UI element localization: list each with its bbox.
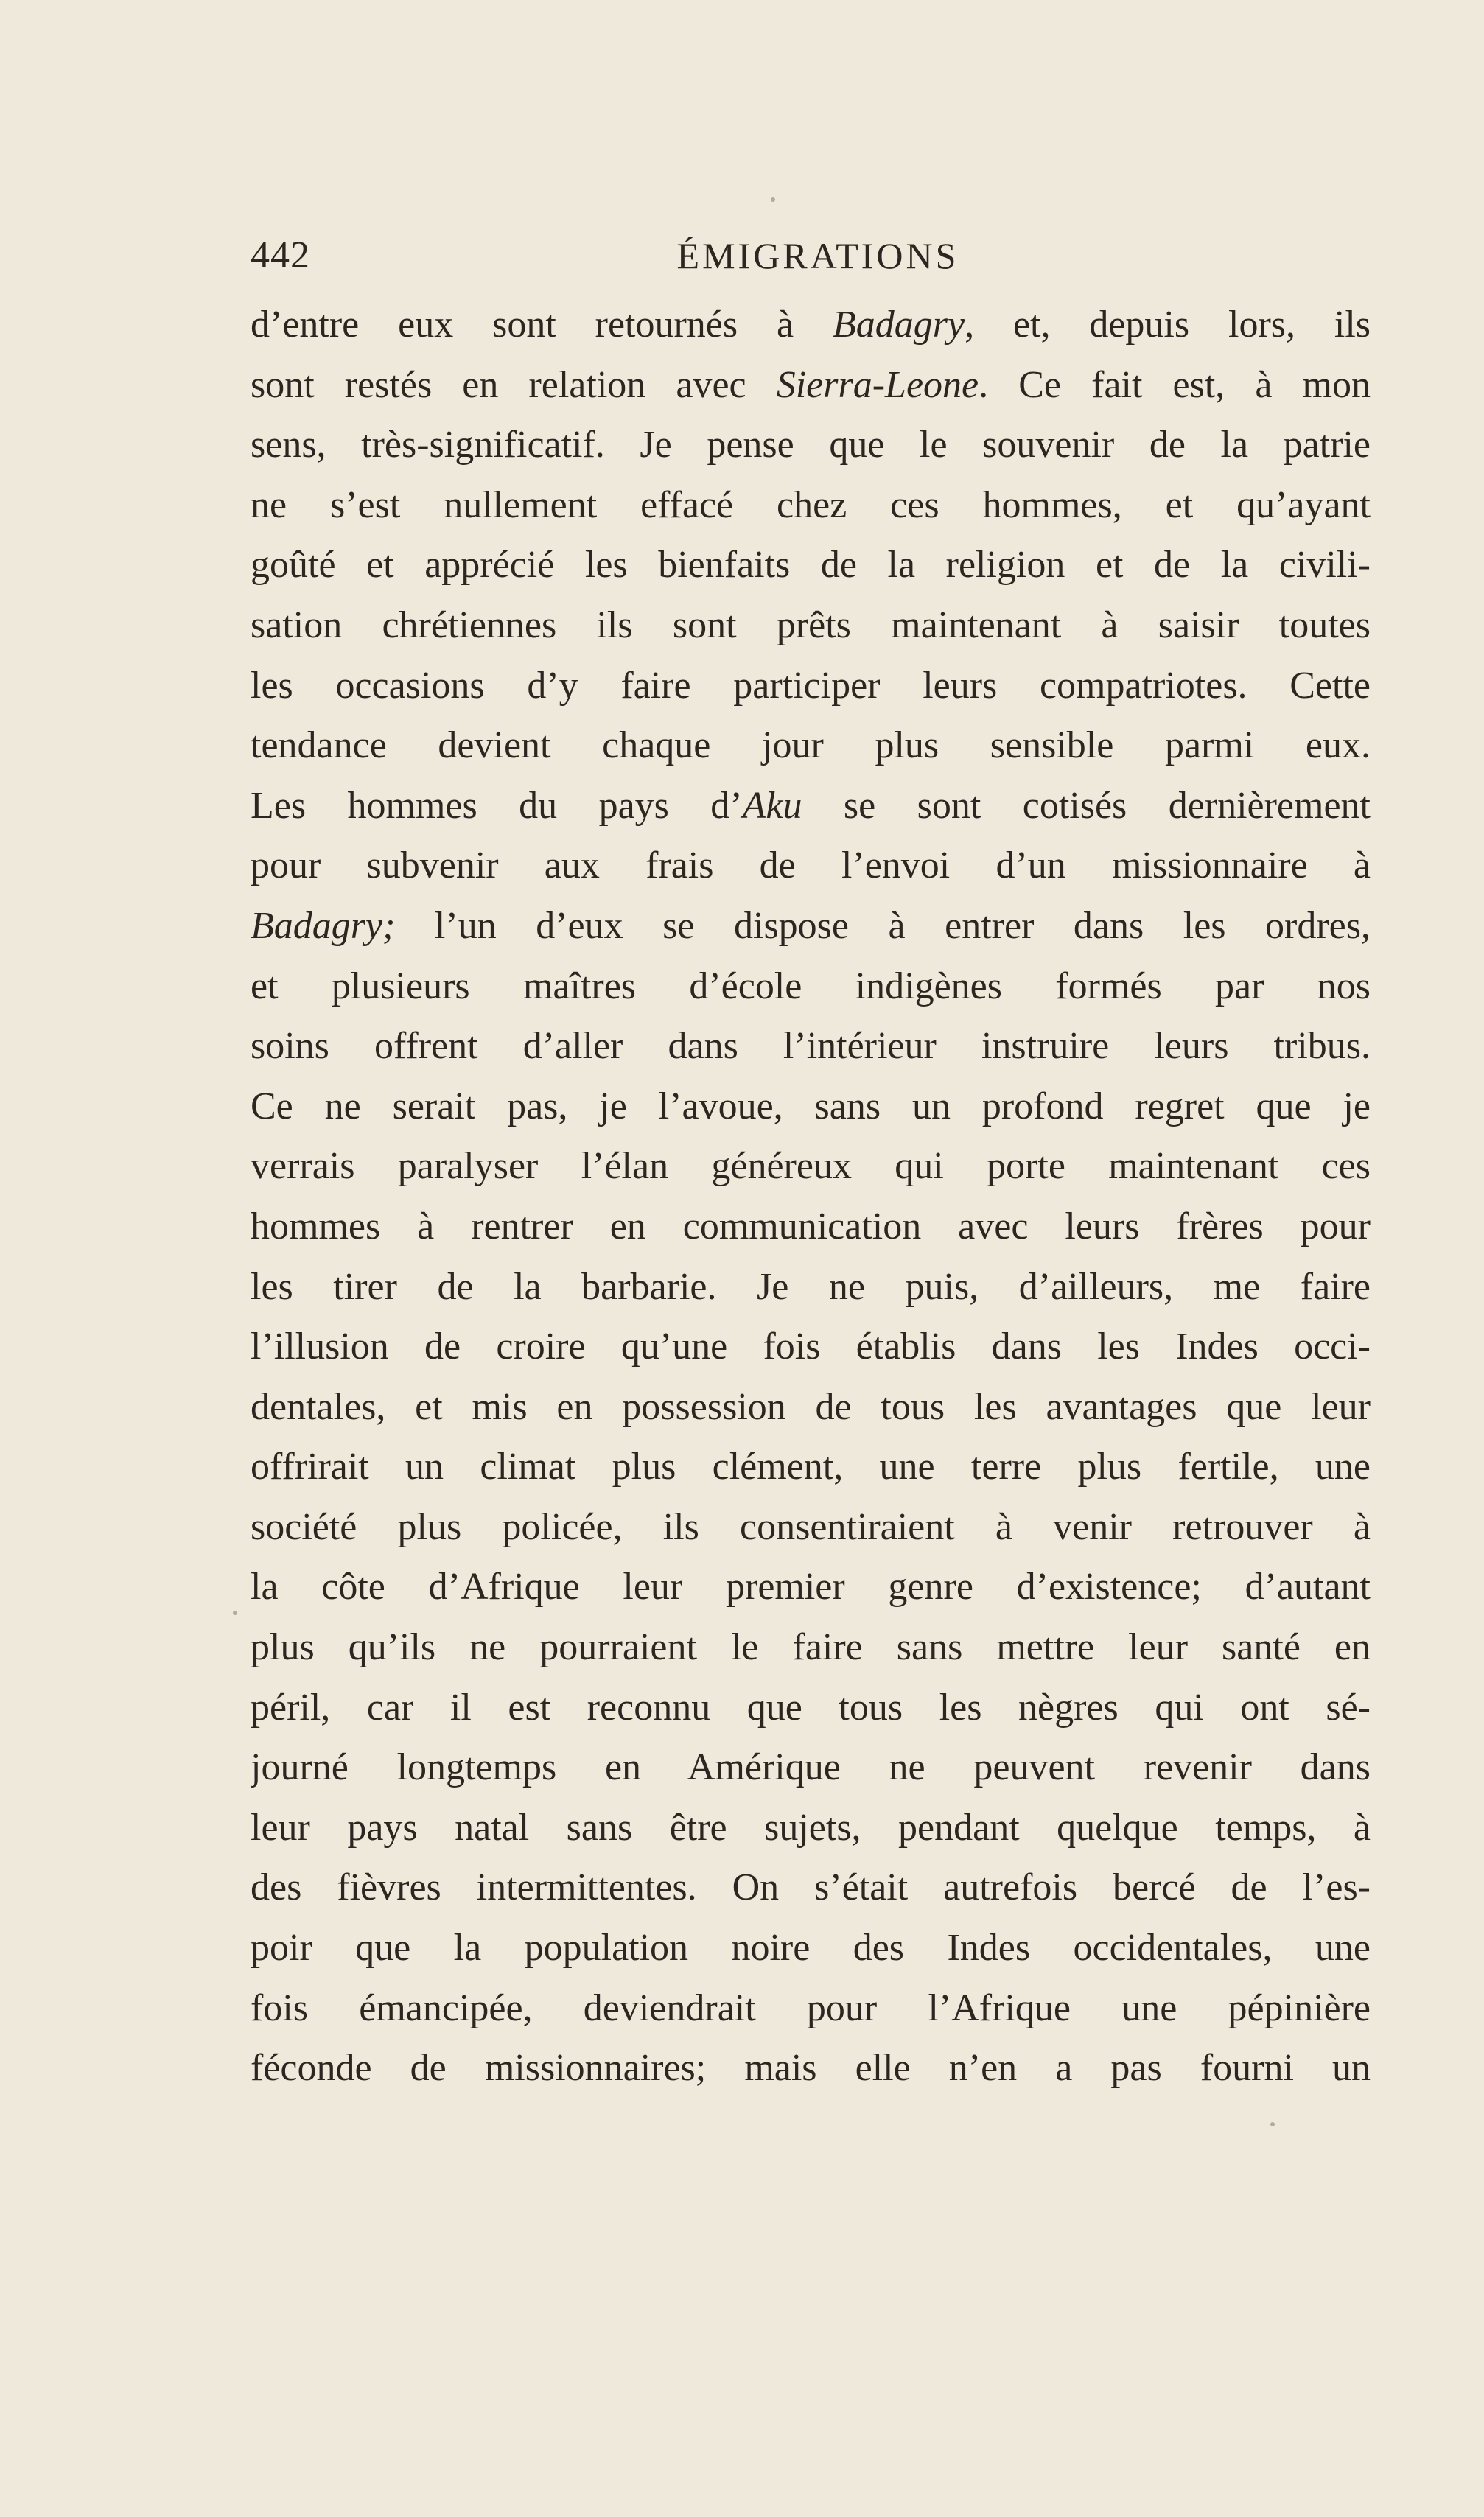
text-line bbox=[251, 1678, 1371, 1738]
text-run: l’illusion de croire qu’une fois établis dans les Indes occi- bbox=[251, 1326, 1371, 1368]
text-run: ne s’est nullement effacé chez ces hommes, et qu’ayant bbox=[251, 483, 1371, 526]
running-title: ÉMIGRATIONS bbox=[676, 235, 959, 276]
text-line bbox=[251, 1257, 1371, 1317]
text-run: des fièvres intermittentes. On s’était autrefois bercé de l’es- bbox=[251, 1866, 1371, 1909]
text-run: féconde de missionnaires; mais elle n’en a pas fourni un bbox=[251, 2047, 1371, 2090]
text-line bbox=[251, 1617, 1371, 1678]
text-line bbox=[251, 1136, 1371, 1197]
paper-speck bbox=[233, 1611, 237, 1615]
text-line bbox=[251, 1497, 1371, 1558]
text-line bbox=[251, 1557, 1371, 1617]
text-run: les tirer de la barbarie. Je ne puis, d’ailleurs, me faire bbox=[251, 1265, 1371, 1308]
page-number: 442 bbox=[251, 234, 310, 276]
text-run: soins offrent d’aller dans l’intérieur instruire leurs tribus. bbox=[251, 1025, 1371, 1068]
text-run: l’un d’eux se dispose à entrer dans les ordres, bbox=[395, 904, 1371, 947]
text-run: leur pays natal sans être sujets, pendant quelque temps, à bbox=[251, 1806, 1371, 1849]
text-run: se sont cotisés dernièrement bbox=[802, 784, 1371, 827]
text-line bbox=[251, 595, 1371, 656]
text-run: Ce ne serait pas, je l’avoue, sans un profond regret que je bbox=[251, 1085, 1371, 1127]
text-line bbox=[251, 1798, 1371, 1858]
text-run: plus qu’ils ne pourraient le faire sans mettre leur santé en bbox=[251, 1626, 1371, 1669]
text-run: Les hommes du pays d’ bbox=[251, 784, 743, 827]
text-run: offrirait un climat plus clément, une terre plus fertile, une bbox=[251, 1446, 1371, 1488]
text-line bbox=[251, 355, 1371, 416]
italic-text: Badagry; bbox=[251, 904, 396, 947]
running-head bbox=[251, 228, 1385, 283]
text-run: sation chrétiennes ils sont prêts maintenant à saisir toutes bbox=[251, 603, 1371, 646]
text-run: et plusieurs maîtres d’école indigènes formés par nos bbox=[251, 965, 1371, 1007]
text-run: pour subvenir aux frais de l’envoi d’un missionnaire à bbox=[251, 844, 1371, 887]
text-run: journé longtemps en Amérique ne peuvent revenir dans bbox=[251, 1746, 1371, 1789]
text-line bbox=[251, 896, 1371, 956]
paper-speck bbox=[771, 197, 775, 202]
text-run: sont restés en relation avec bbox=[251, 363, 777, 406]
text-line bbox=[251, 956, 1371, 1017]
text-line bbox=[251, 836, 1371, 896]
paper-speck bbox=[1270, 2122, 1275, 2126]
text-line bbox=[251, 1918, 1371, 1978]
text-run: verrais paralyser l’élan généreux qui porte maintenant ces bbox=[251, 1145, 1371, 1188]
text-run: , et, depuis lors, ils bbox=[965, 304, 1371, 346]
text-run: fois émancipée, deviendrait pour l’Afrique une pépinière bbox=[251, 1986, 1371, 2029]
text-line bbox=[251, 415, 1371, 475]
italic-text: Aku bbox=[742, 784, 802, 827]
text-line bbox=[251, 656, 1371, 716]
text-run: d’entre eux sont retournés à bbox=[251, 304, 833, 346]
text-run: péril, car il est reconnu que tous les nègres qui ont sé- bbox=[251, 1686, 1371, 1729]
text-line bbox=[251, 776, 1371, 836]
text-run: la côte d’Afrique leur premier genre d’existence; d’autant bbox=[251, 1566, 1371, 1608]
text-run: poir que la population noire des Indes occidentales, une bbox=[251, 1927, 1371, 1970]
text-line bbox=[251, 1016, 1371, 1077]
text-run: tendance devient chaque jour plus sensible parmi eux. bbox=[251, 724, 1371, 767]
text-line bbox=[251, 1858, 1371, 1918]
italic-text: Badagry bbox=[832, 304, 965, 346]
text-line bbox=[251, 1437, 1371, 1497]
body-text bbox=[251, 295, 1371, 2098]
text-line bbox=[251, 1077, 1371, 1137]
text-run: les occasions d’y faire participer leurs compatriotes. Cette bbox=[251, 664, 1371, 707]
text-run: goûté et apprécié les bienfaits de la religion et de la civili- bbox=[251, 544, 1371, 587]
text-run: sens, très-significatif. Je pense que le souvenir de la patrie bbox=[251, 424, 1371, 466]
text-line bbox=[251, 535, 1371, 595]
text-line bbox=[251, 1317, 1371, 1377]
text-line bbox=[251, 1197, 1371, 1257]
text-line bbox=[251, 715, 1371, 776]
text-run: hommes à rentrer en communication avec leurs frères pour bbox=[251, 1205, 1371, 1247]
text-run: société plus policée, ils consentiraient à venir retrouver à bbox=[251, 1505, 1371, 1548]
text-line bbox=[251, 475, 1371, 536]
text-line bbox=[251, 1978, 1371, 2039]
text-run: dentales, et mis en possession de tous les avantages que leur bbox=[251, 1385, 1371, 1428]
text-line bbox=[251, 295, 1371, 355]
italic-text: Sierra-Leone bbox=[776, 363, 979, 406]
text-line bbox=[251, 1737, 1371, 1798]
text-line bbox=[251, 2038, 1371, 2098]
text-line bbox=[251, 1377, 1371, 1438]
text-run: . Ce fait est, à mon bbox=[979, 363, 1371, 406]
